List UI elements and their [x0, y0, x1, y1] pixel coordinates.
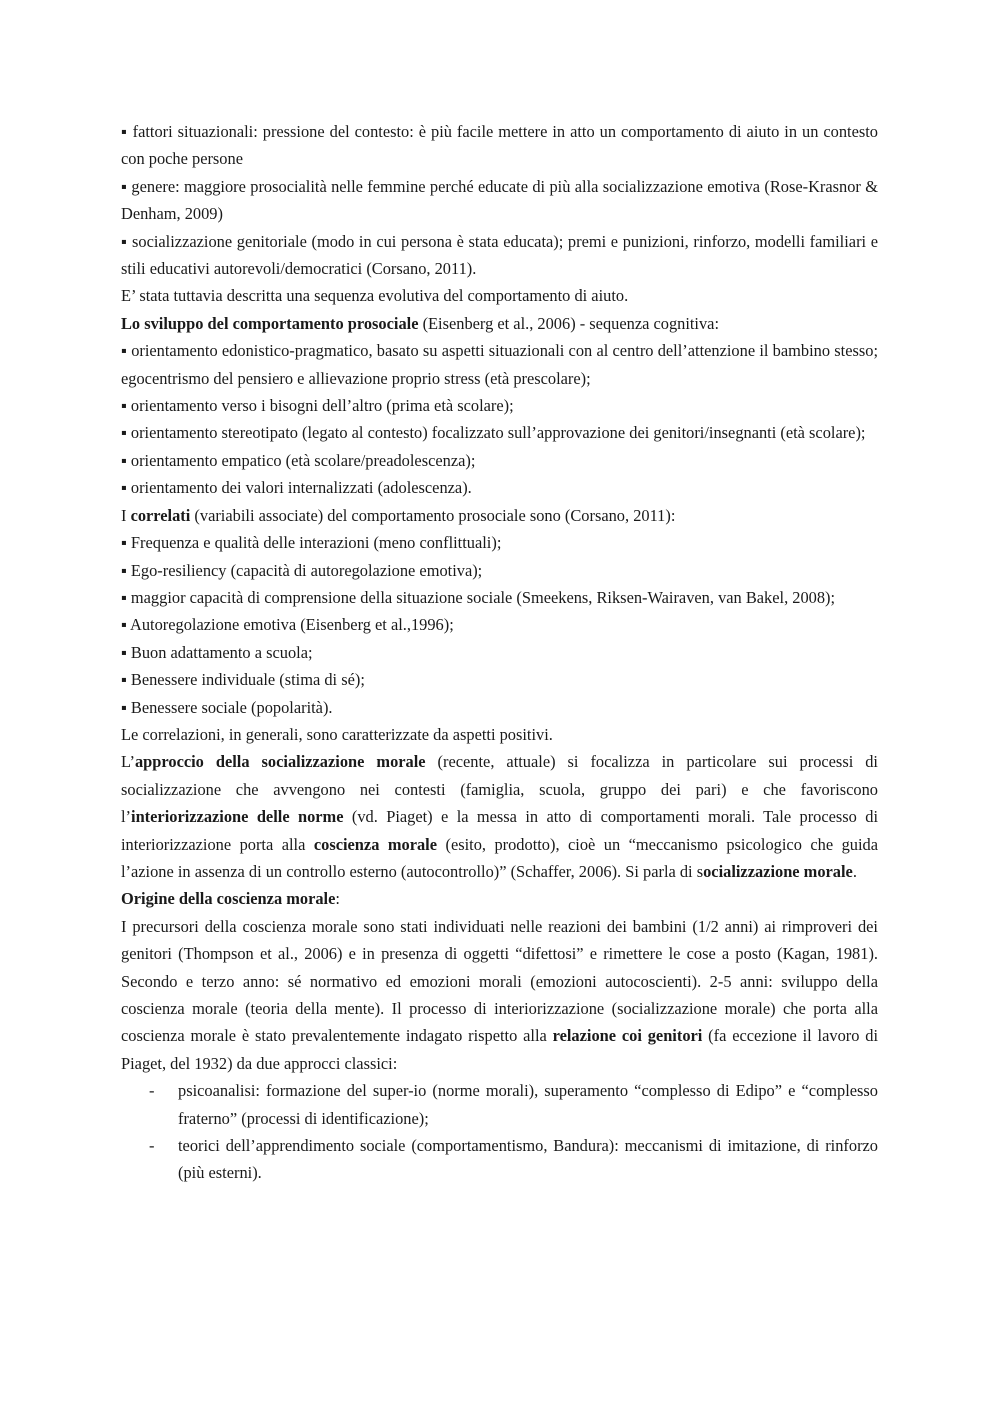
- bold-text: approccio della socializzazione morale: [134, 752, 426, 772]
- text-segment: ▪ maggior capacità di comprensione della situazione sociale (Smeekens, Riksen-Wairaven, van Bakel, 2008);: [121, 587, 836, 607]
- text-segment: Le correlazioni, in generali, sono caratterizzate da aspetti positivi.: [121, 724, 553, 744]
- bold-text: interiorizzazione delle norme: [131, 807, 344, 827]
- bold-text: relazione coi genitori: [552, 1026, 703, 1046]
- paragraph: [121, 173, 878, 228]
- bold-text: correlati: [130, 505, 191, 525]
- paragraph: [121, 913, 878, 1077]
- paragraph: [121, 529, 878, 556]
- paragraph: [121, 721, 878, 748]
- text-segment: (esito, prodotto), cioè un “meccanismo psicologico che guida l’azione in assenza di un controllo esterno (autocontrollo)” (Schaffer, 2006). Si parla di s: [121, 834, 878, 881]
- text-segment: (vd. Piaget) e la messa in atto di comportamenti morali. Tale processo di interiorizzazione porta alla: [121, 807, 878, 854]
- bold-text: coscienza morale: [313, 834, 438, 854]
- text-segment: ▪ Ego-resiliency (capacità di autoregolazione emotiva);: [121, 560, 483, 580]
- text-segment: L’: [121, 752, 135, 772]
- dash-item-text: teorici dell’apprendimento sociale (comportamentismo, Bandura): meccanismi di imitazione, di rinforzo (più esterni).: [178, 1136, 878, 1183]
- text-segment: (Eisenberg et al., 2006) - sequenza cognitiva:: [418, 313, 720, 333]
- text-segment: I precursori della coscienza morale sono stati individuati nelle reazioni dei bambini (1/2 anni) ai rimproveri dei genitori (Thompson et al., 2006) e in presenza di oggetti “difettosi” e rimettere le cose a posto (Kagan, 1981). Secondo e terzo anno: sé normativo ed emozioni morali (emozioni autocoscienti). 2-5 anni: sviluppo della coscienza morale (teoria della mente). Il processo di interiorizzazione (socializzazione morale) che porta alla coscienza morale è stato prevalentemente indagato rispetto alla: [121, 916, 878, 1046]
- paragraph: [121, 282, 878, 309]
- paragraph: [121, 310, 878, 337]
- paragraph: [121, 447, 878, 474]
- text-segment: I: [121, 505, 131, 525]
- text-segment: ▪ orientamento edonistico-pragmatico, basato su aspetti situazionali con al centro dell’attenzione il bambino stesso; egocentrismo del pensiero e allievazione proprio stress (età prescolare);: [121, 341, 878, 388]
- text-segment: ▪ genere: maggiore prosocialità nelle femmine perché educate di più alla socializzazione emotiva (Rose-Krasnor & Denham, 2009): [121, 176, 878, 224]
- text-segment: ▪ orientamento dei valori internalizzati (adolescenza).: [121, 478, 472, 498]
- text-segment: ▪ Buon adattamento a scuola;: [121, 642, 313, 662]
- text-block: [121, 118, 878, 1077]
- text-segment: ▪ orientamento empatico (età scolare/preadolescenza);: [121, 450, 476, 470]
- text-segment: .: [852, 861, 857, 881]
- dash-list: [121, 1077, 878, 1187]
- text-segment: :: [335, 889, 340, 909]
- paragraph: [121, 419, 878, 446]
- text-segment: ▪ socializzazione genitoriale (modo in cui persona è stata educata); premi e punizioni, rinforzo, modelli familiari e stili educativi autorevoli/democratici (Corsano, 2011).: [121, 231, 878, 279]
- text-segment: E’ stata tuttavia descritta una sequenza evolutiva del comportamento di aiuto.: [121, 286, 629, 306]
- paragraph: [121, 474, 878, 501]
- bold-text: ocializzazione morale: [703, 861, 853, 881]
- paragraph: [121, 639, 878, 666]
- text-segment: ▪ orientamento stereotipato (legato al contesto) focalizzato sull’approvazione dei genitori/insegnanti (età scolare);: [121, 423, 866, 443]
- paragraph: [121, 502, 878, 529]
- text-segment: ▪ Benessere individuale (stima di sé);: [121, 670, 365, 690]
- bold-text: Lo sviluppo del comportamento prosociale: [121, 313, 419, 333]
- text-segment: (fa eccezione il lavoro di Piaget, del 1932) da due approcci classici:: [121, 1026, 878, 1073]
- dash-marker: -: [149, 1081, 155, 1101]
- dash-list-item: [121, 1132, 878, 1187]
- document-body: [121, 118, 878, 1187]
- paragraph: [121, 118, 878, 173]
- text-segment: ▪ orientamento verso i bisogni dell’altro (prima età scolare);: [121, 396, 514, 416]
- dash-list-item: [121, 1077, 878, 1132]
- bold-text: Origine della coscienza morale: [121, 889, 336, 909]
- dash-item-text: psicoanalisi: formazione del super-io (norme morali), superamento “complesso di Edipo” e “complesso fraterno” (processi di identificazione);: [178, 1081, 878, 1128]
- paragraph: [121, 337, 878, 392]
- paragraph: [121, 557, 878, 584]
- paragraph: [121, 748, 878, 885]
- paragraph: [121, 666, 878, 693]
- text-segment: ▪ Autoregolazione emotiva (Eisenberg et al.,1996);: [121, 615, 454, 635]
- text-segment: ▪ fattori situazionali: pressione del contesto: è più facile mettere in atto un comportamento di aiuto in un contesto con poche persone: [121, 122, 878, 169]
- paragraph: [121, 611, 878, 638]
- text-segment: (variabili associate) del comportamento prosociale sono (Corsano, 2011):: [190, 505, 676, 525]
- text-segment: ▪ Frequenza e qualità delle interazioni (meno conflittuali);: [121, 533, 502, 553]
- paragraph: [121, 694, 878, 721]
- text-segment: (recente, attuale) si focalizza in particolare sui processi di socializzazione che avvengono nei contesti (famiglia, scuola, gruppo dei pari) e che favoriscono l’: [121, 752, 878, 827]
- paragraph: [121, 885, 878, 912]
- text-segment: ▪ Benessere sociale (popolarità).: [121, 697, 333, 717]
- paragraph: [121, 228, 878, 283]
- dash-marker: -: [149, 1136, 155, 1156]
- paragraph: [121, 584, 878, 611]
- paragraph: [121, 392, 878, 419]
